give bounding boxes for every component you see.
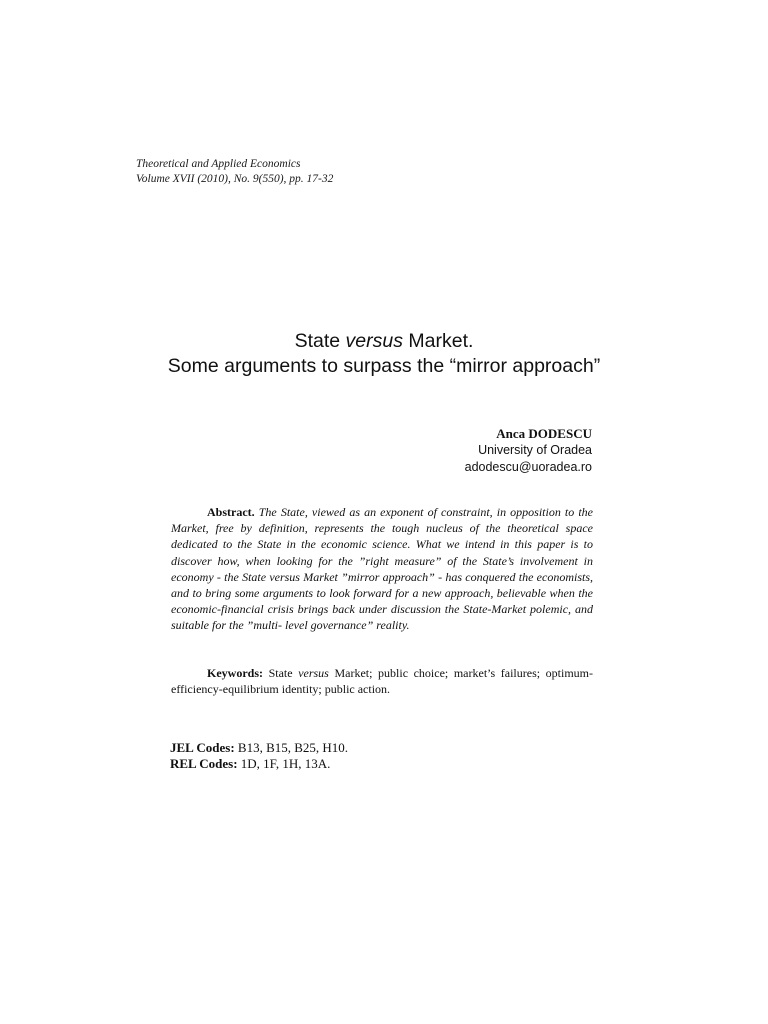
abstract-text: The State, viewed as an exponent of constraint, in opposition to the Market, free by definition, represents the tough nucleus of the theoretical space dedicated to the State in the economic science. What we intend in this paper is to discover how, when looking for the ”right measure” of the State’s involvement in economy - the State versus Market ”mirror approach” - has conquered the economists, and to bring some arguments to look forward for a new approach, believable when the economic-financial crisis brings back under discussion the State-Market polemic, and suitable for the ”multi- level governance” reality. [171, 505, 594, 633]
keywords [171, 665, 593, 697]
abstract-label: Abstract. [207, 505, 255, 519]
keywords-part-3: Market; public choice; market’s failures; optimum-efficiency-equilibrium identity; public action. [171, 666, 593, 697]
author-affiliation: University of Oradea [478, 443, 592, 457]
journal-name: Theoretical and Applied Economics [136, 158, 301, 170]
jel-value: B13, B15, B25, H10. [237, 740, 349, 755]
rel-codes [170, 756, 348, 772]
title-part-b: versus [345, 330, 403, 352]
abstract [171, 504, 593, 634]
rel-value: 1D, 1F, 1H, 13A. [240, 756, 331, 771]
paper-title [0, 329, 768, 379]
journal-volume: Volume XVII (2010), No. 9(550), pp. 17-32 [136, 173, 334, 185]
title-line-2: Some arguments to surpass the “mirror approach” [167, 355, 601, 377]
keywords-part-2: versus [298, 666, 329, 680]
keywords-part-1: State [268, 666, 299, 680]
jel-codes [170, 740, 348, 756]
jel-label: JEL Codes: [170, 740, 235, 755]
author-email[interactable]: adodescu@uoradea.ro [464, 460, 592, 474]
author-name: Anca DODESCU [496, 426, 592, 441]
title-line-1 [0, 329, 768, 354]
keywords-label: Keywords: [207, 666, 263, 680]
title-part-a: State [294, 330, 346, 352]
title-part-c: Market. [402, 330, 474, 352]
classification-codes [170, 740, 348, 772]
author-block [465, 425, 592, 476]
journal-header [136, 157, 333, 187]
rel-label: REL Codes: [170, 756, 238, 771]
